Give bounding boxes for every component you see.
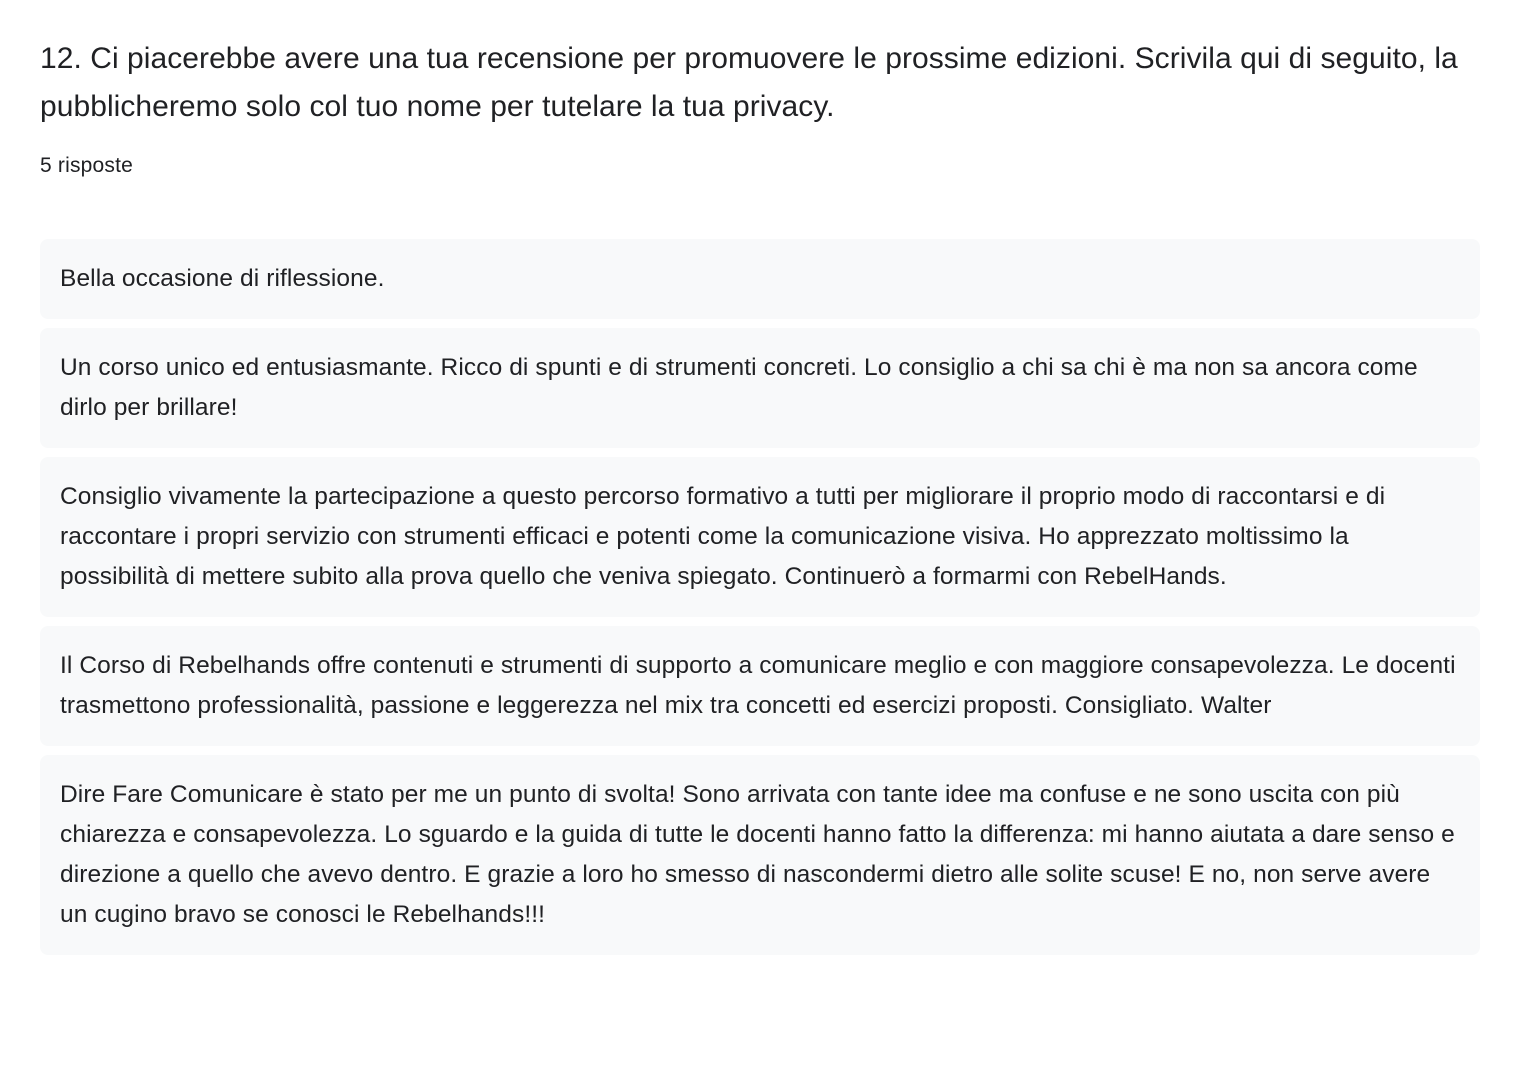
question-title: 12. Ci piacerebbe avere una tua recensione per promuovere le prossime edizioni. Scrivila qui di seguito, la pubblicheremo solo col tuo nome per tutelare la tua privacy. [40, 42, 1458, 123]
response-item: Consiglio vivamente la partecipazione a questo percorso formativo a tutti per migliorare il proprio modo di raccontarsi e di raccontare i propri servizio con strumenti efficaci e potenti come la comunicazione visiva. Ho apprezzato moltissimo la possibilità di mettere subito alla prova quello che veniva spiegato. Continuerò a formarmi con RebelHands. [40, 457, 1480, 617]
response-count: 5 risposte [40, 154, 134, 177]
response-item: Il Corso di Rebelhands offre contenuti e strumenti di supporto a comunicare meglio e con maggiore consapevolezza. Le docenti trasmettono professionalità, passione e leggerezza nel mix tra concetti ed esercizi proposti. Consigliato. Walter [40, 626, 1480, 746]
response-item: Bella occasione di riflessione. [40, 239, 1480, 319]
response-item: Dire Fare Comunicare è stato per me un punto di svolta! Sono arrivata con tante idee ma confuse e ne sono uscita con più chiarezza e consapevolezza. Lo sguardo e la guida di tutte le docenti hanno fatto la differenza: mi hanno aiutata a dare senso e direzione a quello che avevo dentro. E grazie a loro ho smesso di nascondermi dietro alle solite scuse! E no, non serve avere un cugino bravo se conosci le Rebelhands!!! [40, 755, 1480, 955]
responses-list [40, 239, 1480, 955]
response-item: Un corso unico ed entusiasmante. Ricco di spunti e di strumenti concreti. Lo consiglio a chi sa chi è ma non sa ancora come dirlo per brillare! [40, 328, 1480, 448]
